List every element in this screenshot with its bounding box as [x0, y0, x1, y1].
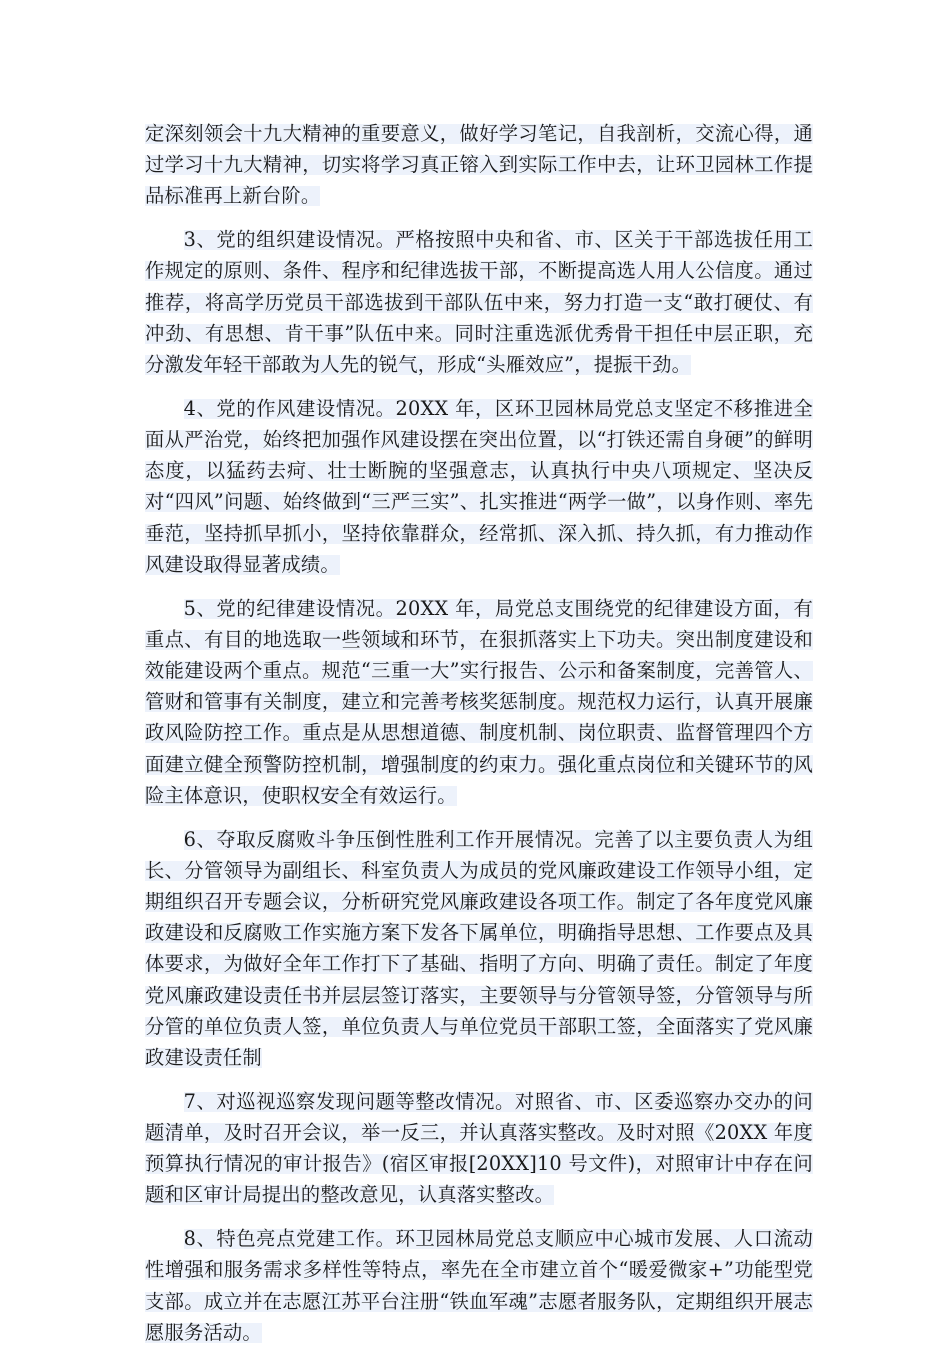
document-body	[145, 118, 813, 1361]
paragraph-continuation	[145, 118, 813, 212]
paragraph-text: 3、党的组织建设情况。严格按照中央和省、市、区关于干部选拔任用工作规定的原则、条件、程序和纪律选拔干部，不断提高选人用人公信度。通过推荐，将高学历党员干部选拔到干部队伍中来，努力打造一支“敢打硬仗、有冲劲、有思想、肯干事”队伍中来。同时注重选派优秀骨干担任中层正职，充分激发年轻干部敢为人先的锐气，形成“头雁效应”，提振干劲。	[145, 228, 813, 377]
paragraph-text: 4、党的作风建设情况。20XX 年，区环卫园林局党总支坚定不移推进全面从严治党，始终把加强作风建设摆在突出位置，以“打铁还需自身硬”的鲜明态度，以猛药去疴、壮士断腕的坚强意志，认真执行中央八项规定、坚决反对“四风”问题、始终做到“三严三实”、扎实推进“两学一做”，以身作则、率先垂范，坚持抓早抓小，坚持依靠群众，经常抓、深入抓、持久抓，有力推动作风建设取得显著成绩。	[145, 396, 813, 576]
paragraph-text: 7、对巡视巡察发现问题等整改情况。对照省、市、区委巡察办交办的问题清单，及时召开会议，举一反三，并认真落实整改。及时对照《20XX 年度预算执行情况的审计报告》(宿区审报[20XX]10 号文件)，对照审计中存在问题和区审计局提出的整改意见，认真落实整改。	[145, 1089, 813, 1207]
paragraph-style-building	[145, 393, 813, 580]
paragraph-text: 定深刻领会十九大精神的重要意义，做好学习笔记，自我剖析，交流心得，通过学习十九大精神，切实将学习真正镕入到实际工作中去，让环卫园林工作提品标准再上新台阶。	[145, 122, 813, 208]
paragraph-organization-building	[145, 224, 813, 380]
paragraph-text: 8、特色亮点党建工作。环卫园林局党总支顺应中心城市发展、人口流动性增强和服务需求多样性等特点，率先在全市建立首个“暖爱微家+”功能型党支部。成立并在志愿江苏平台注册“铁血军魂”志愿者服务队，定期组织开展志愿服务活动。	[145, 1227, 813, 1344]
paragraph-featured-highlights	[145, 1223, 813, 1348]
paragraph-text: 5、党的纪律建设情况。20XX 年，局党总支围绕党的纪律建设方面，有重点、有目的地选取一些领域和环节，在狠抓落实上下功夫。突出制度建设和效能建设两个重点。规范“三重一大”实行报告、公示和备案制度，完善管人、管财和管事有关制度，建立和完善考核奖惩制度。规范权力运行，认真开展廉政风险防控工作。重点是从思想道德、制度机制、岗位职责、监督管理四个方面建立健全预警防控机制，增强制度的约束力。强化重点岗位和关键环节的风险主体意识，使职权安全有效运行。	[145, 596, 813, 807]
paragraph-inspection-rectification	[145, 1086, 813, 1211]
paragraph-text: 6、夺取反腐败斗争压倒性胜利工作开展情况。完善了以主要负责人为组长、分管领导为副组长、科室负责人为成员的党风廉政建设工作领导小组，定期组织召开专题会议，分析研究党风廉政建设各项工作。制定了各年度党风廉政建设和反腐败工作实施方案下发各下属单位，明确指导思想、工作要点及具体要求，为做好全年工作打下了基础、指明了方向、明确了责任。制定了年度党风廉政建设责任书并层层签订落实，主要领导与分管领导签，分管领导与所分管的单位负责人签，单位负责人与单位党员干部职工签，全面落实了党风廉政建设责任制	[145, 827, 813, 1070]
paragraph-discipline-building	[145, 593, 813, 811]
paragraph-anti-corruption	[145, 824, 813, 1074]
